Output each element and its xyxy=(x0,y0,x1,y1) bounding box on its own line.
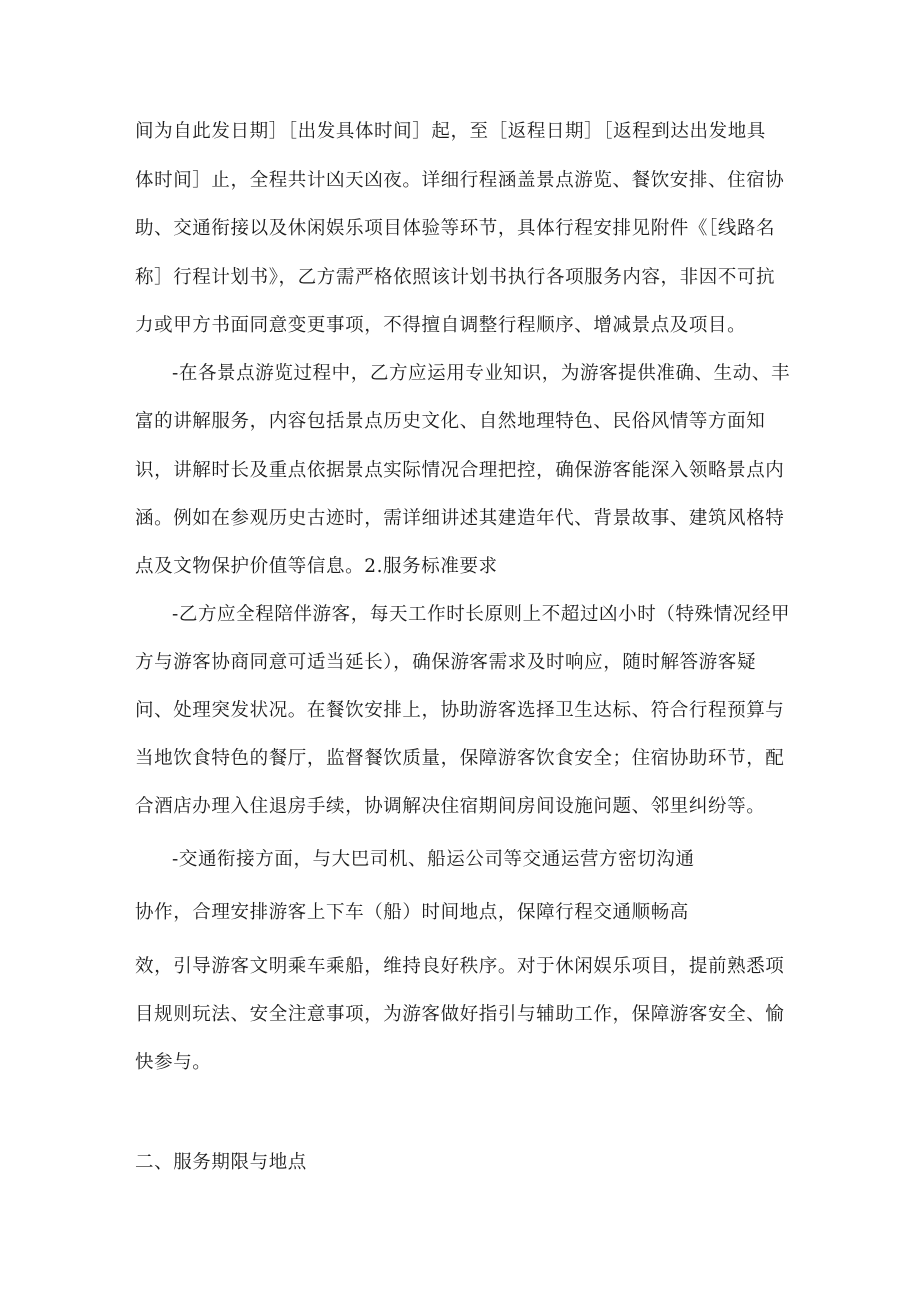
paragraph-line: 协作，合理安排游客上下车（船）时间地点，保障行程交通顺畅高 xyxy=(135,902,689,923)
paragraph-line: 富的讲解服务，内容包括景点历史文化、自然地理特色、民俗风情等方面知 xyxy=(135,411,766,432)
paragraph-line: 称］行程计划书》，乙方需严格依照该计划书执行各项服务内容，非因不可抗 xyxy=(135,267,776,288)
paragraph-line: 效，引导游客文明乘车乘船，维持良好秩序。对于休闲娱乐项目，提前熟悉项 xyxy=(135,956,785,977)
paragraph-line: -交通衔接方面，与大巴司机、船运公司等交通运营方密切沟通 xyxy=(172,849,695,870)
paragraph-line: 点及文物保护价值等信息。2.服务标准要求 xyxy=(135,556,498,577)
paragraph-line: 当地饮食特色的餐厅，监督餐饮质量，保障游客饮食安全；住宿协助环节，配 xyxy=(135,748,785,769)
section-heading: 二、服务期限与地点 xyxy=(135,1152,307,1173)
paragraph-line: 力或甲方书面同意变更事项，不得擅自调整行程顺序、增减景点及项目。 xyxy=(135,315,747,336)
paragraph-line: 快参与。 xyxy=(135,1052,212,1073)
paragraph-line: 体时间］止，全程共计凶天凶夜。详细行程涵盖景点游览、餐饮安排、住宿协 xyxy=(135,170,785,191)
paragraph-line: 助、交通衔接以及休闲娱乐项目体验等环节，具体行程安排见附件《［线路名 xyxy=(135,218,776,239)
paragraph-line: 目规则玩法、安全注意事项，为游客做好指引与辅助工作，保障游客安全、愉 xyxy=(135,1004,785,1025)
paragraph-line: -乙方应全程陪伴游客，每天工作时长原则上不超过凶小时（特殊情况经甲 xyxy=(172,604,791,625)
paragraph-line: 间为自此发日期］［出发具体时间］起，至［返程日期］［返程到达出发地具 xyxy=(135,121,766,142)
paragraph-line: 识，讲解时长及重点依据景点实际情况合理把控，确保游客能深入领略景点内 xyxy=(135,460,785,481)
paragraph-line: 问、处理突发状况。在餐饮安排上，协助游客选择卫生达标、符合行程预算与 xyxy=(135,700,785,721)
paragraph-line: 涵。例如在参观历史古迹时，需详细讲述其建造年代、背景故事、建筑风格特 xyxy=(135,508,785,529)
paragraph-line: 方与游客协商同意可适当延长），确保游客需求及时响应，随时解答游客疑 xyxy=(135,652,757,673)
paragraph-line: -在各景点游览过程中，乙方应运用专业知识，为游客提供准确、生动、丰 xyxy=(172,363,791,384)
paragraph-line: 合酒店办理入住退房手续，协调解决住宿期间房间设施问题、邻里纠纷等。 xyxy=(135,796,766,817)
